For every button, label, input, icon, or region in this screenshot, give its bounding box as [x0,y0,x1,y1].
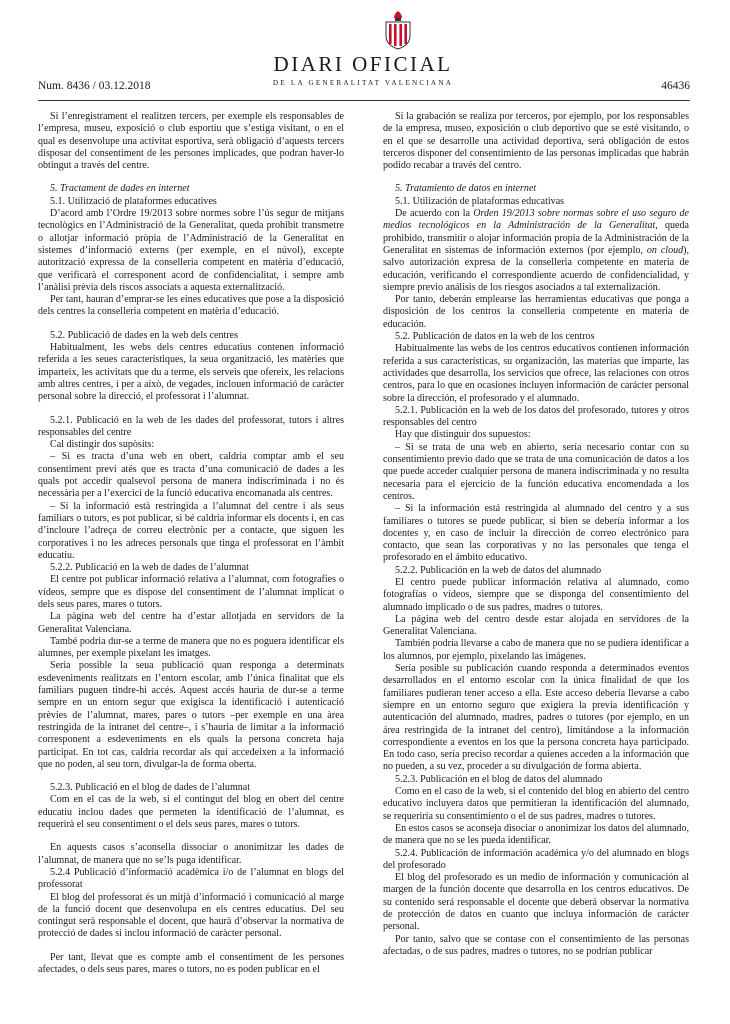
spanish-paragraph: – Si se trata de una web en abierto, sería necesario contar con su consentimiento previo dado que se trata de una comunicación de datos a los que puede acceder cualquier persona de manera indiscriminada y no resulta necesaria para el ejercicio de la función educativa encomendada a los centros. [383,441,689,502]
valencian-paragraph: També podria dur-se a terme de manera que no es poguera identificar els alumnes, per exemple pixelant les imatges. [38,635,344,660]
text-run: ), salvo autorización expresa de la conselleria competente en materia de educación, verificando el correspondiente acuerdo de confidencialidad, y siempre previo análisis de los riesgos asociados a tal externalización. [383,244,690,293]
page-header [38,0,690,98]
emphasis-text: on cloud [646,244,684,256]
valencian-paragraph: – Si es tracta d’una web en obert, caldria comptar amb el seu consentiment previ atés que es tracta d’una comunicació de dades a les quals pot accedir qualsevol persona de manera indiscriminada i no és necessària per a l’exercici de la funció educativa encomanada als centres. [38,451,344,500]
valencian-paragraph: 5.2.1. Publicació en la web de les dades del professorat, tutors i altres responsables del centre [38,414,344,438]
valencian-paragraph: 5.2.3. Publicació en el blog de dades de l’alumnat [50,782,251,794]
spanish-paragraph: Por tanto, salvo que se contase con el consentimiento de las personas afectadas, o de sus padres, madres o tutores, no se podrían publicar [383,933,689,957]
spanish-paragraph: 5. Tratamiento de datos en internet [395,183,537,195]
generalitat-emblem-icon [381,10,415,50]
valencian-paragraph: Si l’enregistrament el realitzen tercers, per exemple els responsables de l’empresa, museu, exposició o club esportiu que s’estiga visitant, o en el qual es desenvolupe una activitat esportiva, serà obligació d’aquests tercers disposar del consentiment de les persones implicades, que podran haver-lo obtingut a través del centre. [38,111,344,172]
issue-number: Num. 8436 / 03.12.2018 [38,80,151,92]
text-run: , queda prohibido, transmitir o alojar información propia de la Administración de la Generalitat en sistemas de información externos (por ejemplo, [383,220,689,256]
valencian-paragraph: D’acord amb l’Ordre 19/2013 sobre normes sobre l’ús segur de mitjans tecnològics en l’Administració de la Generalitat, queda prohibit transmetre o allotjar informació pròpia de l’Administració de la Generalitat en sistemes d’informació externs (per exemple, en el núvol), excepte autorització expressa de la conselleria competent en matèria d’educació, que verificarà el corresponent acord de confidencialitat, i sempre amb l’anàlisi prèvia dels riscos associats a aquesta externalització. [38,208,344,293]
masthead [198,52,528,87]
valencian-paragraph: 5.2. Publicació de dades en la web dels centres [50,329,239,341]
spanish-paragraph: También podría llevarse a cabo de manera que no se pudiera identificar a los alumnos, por ejemplo, pixelando las imágenes. [383,638,689,662]
spanish-paragraph: Por tanto, deberán emplearse las herramientas educativas que ponga a disposición de los centros la conselleria competente en materia de educación. [383,294,689,330]
journal-title: DIARI OFICIAL [273,52,453,76]
header-divider [38,100,690,101]
spanish-paragraph: El centro puede publicar información relativa al alumnado, como fotografías o vídeos, siempre que se disponga del consentimiento del alumnado implicado o de sus padres, madres o tutores. [383,576,689,613]
spanish-paragraph: Como en el caso de la web, si el contenido del blog en abierto del centro educativo incluyera datos que permitieran la identificación del alumnado, se requeriría su consentimiento o el de sus padres, madres o tutores. [383,786,689,822]
valencian-paragraph: 5. Tractament de dades en internet [50,183,190,195]
valencian-paragraph: 5.2.2. Publicació en la web de dades de l’alumnat [50,562,249,574]
valencian-paragraph: El blog del professorat és un mitjà d’informació i comunicació al marge de la funció docent que desenvolupa en els centres educatius. Del seu contingut serà responsable el docent, que haurà d’observar la normativa de protecció de dades si inclou informació de caràcter personal. [38,891,344,940]
valencian-paragraph: Seria possible la seua publicació quan responga a determinats esdeveniments realitzats en l’entorn escolar, amb l’única finalitat que els familiars puguen tindre-hi accés. Aquest accés hauria de dur-se a terme sempre en un entorn segur que exigisca la identificació i autenticació prèvies de l’alumnat, mares, pares o tutors –per exemple en una àrea restringida de la intranet del centre–, i s’hauria de limitar a la informació corresponent a esdeveniments en els quals la persona concreta haja participat. En tot cas, caldria recordar als qui accedeixen a la informació que no poden, al seu torn, divulgar-la de forma oberta. [38,660,344,770]
spanish-paragraph: 5.2.1. Publicación en la web de los datos del profesorado, tutores y otros responsables del centro [383,404,689,429]
spanish-paragraph: Sería posible su publicación cuando responda a determinados eventos desarrollados en el entorno escolar con la única finalidad de que los familiares pudieran tener acceso a ella. Este acceso debería llevarse a cabo siempre en un entorno seguro que exigiera la previa identificación y autenticación del alumnado, madres, padres o tutores (por ejemplo, en un área restringida de la intranet del centro), limitándose a la información correspondiente a eventos en los que la persona concreta haya participado. En todo caso, sería preciso recordar a quienes acceden a la información que no pueden, a su vez, proceder a su divulgación de forma abierta. [383,663,689,773]
valencian-paragraph: 5.2.4 Publicació d’informació acadèmica i/o de l’alumnat en blogs del professorat [38,866,344,891]
spanish-paragraph [383,208,689,294]
valencian-paragraph: El centre pot publicar informació relativa a l’alumnat, com fotografies o vídeos, sempre que es dispose del consentiment de l’alumnat implicat o dels seus pares, mares o tutors. [38,574,344,610]
valencian-paragraph: Cal distingir dos supòsits: [50,439,155,451]
valencian-text-column [38,111,344,976]
spanish-paragraph: Habitualmente las webs de los centros educativos contienen información referida a sus características, su organización, las materias que imparte, las actividades que desarrolla, los servicios que ofrece, las relaciones con otros centros, para lo que en ocasiones incluyen información de carácter personal sobre la dirección, el profesorado y el alumnado. [383,343,689,404]
text-run: De acuerdo con la [395,208,474,220]
valencian-paragraph: Com en el cas de la web, si el contingut del blog en obert del centre educatiu inclou dades que permeten la identificació de l’alumnat, es requerirà el seu consentiment o el dels seus pares, mares o tutors. [38,794,344,831]
spanish-paragraph: 5.2.2. Publicación en la web de datos del alumnado [395,564,602,576]
spanish-paragraph: El blog del profesorado es un medio de información y comunicación al margen de la función docente que desarrolla en los centros educativos. De su contenido será responsable el docente que deberá observar la normativa de protección de datos en cuanto que incluya información de carácter personal. [383,872,689,933]
journal-subtitle: DE LA GENERALITAT VALENCIANA [272,79,454,87]
spanish-text-column [383,111,689,958]
spanish-paragraph: En estos casos se aconseja disociar o anonimizar los datos del alumnado, de manera que no se les pueda identificar. [383,822,689,847]
valencian-paragraph: Habitualment, les webs dels centres educatius contenen informació referida a les seues característiques, la seua organització, les matèries que imparteix, les activitats que du a terme, els serveis que ofereix, les relacions amb altres centres, i per a això, de vegades, inclouen informació de caràcter personal sobre la direcció, el professorat i l’alumnat. [38,342,344,403]
spanish-paragraph: – Si la información está restringida al alumnado del centro y a sus familiares o tutores se puede publicar, si bien se debería informar a los docentes y, en caso de incluir la dirección de correo electrónico para contacto, que sean las corporativas y no las personales que tenga el profesorado en el ámbito educativo. [383,503,689,564]
valencian-paragraph: La pàgina web del centre ha d’estar allotjada en servidors de la Generalitat Valenciana. [38,611,344,635]
emphasis-text: Orden 19/2013 sobre normas sobre el uso seguro de medios tecnológicos en la Administración de la Generalitat [383,208,690,232]
valencian-paragraph: Per tant, llevat que es compte amb el consentiment de les persones afectades, o dels seus pares, mares o tutors, no es poden publicar en el [38,951,344,975]
valencian-paragraph: En aquests casos s’aconsella dissociar o anonimitzar les dades de l’alumnat, de manera que no se’ls puga identificar. [38,842,344,866]
spanish-paragraph: Si la grabación se realiza por terceros, por ejemplo, por los responsables de la empresa, museo, exposición o club deportivo que se esté visitando, o en el que se desarrolle una actividad deportiva, será obligación de estos terceros disponer del consentimiento de las personas implicadas que habrán podido recabar a través del centro. [383,111,689,172]
valencian-paragraph: 5.1. Utilització de plataformes educatives [50,195,217,207]
spanish-paragraph: 5.1. Utilización de plataformas educativas [395,195,565,207]
spanish-paragraph: 5.2. Publicación de datos en la web de los centros [395,331,595,343]
page-number: 46436 [661,80,690,92]
spanish-paragraph: Hay que distinguir dos supuestos: [395,429,531,441]
valencian-paragraph: – Si la informació està restringida a l’alumnat del centre i als seus familiars o tutors, es pot publicar, si bé caldria informar els docents i, en cas d’incloure l’adreça de correu electrònic per a contacte, que siguen les corporatives i no les adreces personals que tinga el professorat en l’àmbit educatiu. [38,500,344,561]
spanish-paragraph: 5.2.4. Publicación de información académica y/o del alumnado en blogs del profesorado [383,847,689,871]
valencian-paragraph: Per tant, hauran d’emprar-se les eines educatives que pose a la disposició dels centres la conselleria competent en matèria d’educació. [38,294,344,318]
spanish-paragraph: 5.2.3. Publicación en el blog de datos del alumnado [395,773,603,785]
spanish-paragraph: La página web del centro desde estar alojada en servidores de la Generalitat Valenciana. [383,613,689,638]
